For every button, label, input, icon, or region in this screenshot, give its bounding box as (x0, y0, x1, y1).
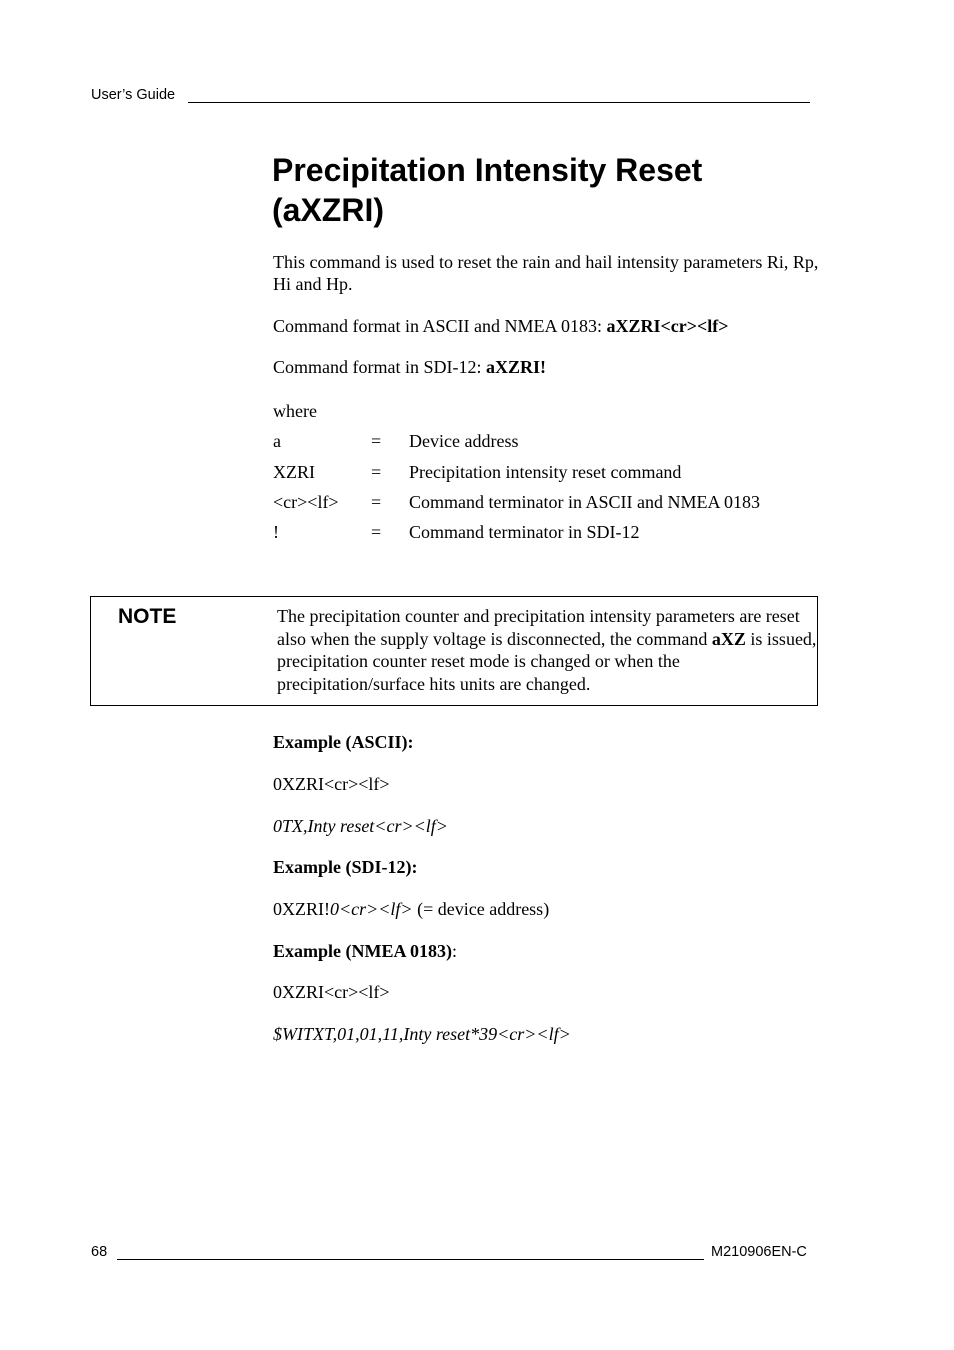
page-number: 68 (91, 1244, 108, 1260)
note-text (277, 605, 817, 695)
definition-term: a (273, 431, 281, 451)
format-ascii (273, 315, 729, 337)
note-box (90, 596, 818, 706)
definition-term: XZRI (273, 462, 315, 482)
example-ascii-command: 0XZRI<cr><lf> (273, 774, 390, 794)
definition-description: Command terminator in ASCII and NMEA 0183 (409, 492, 760, 512)
example-response-text: 0TX,Inty reset<cr><lf> (273, 816, 448, 836)
example-nmea-command: 0XZRI<cr><lf> (273, 982, 390, 1002)
definition-term: <cr><lf> (273, 492, 339, 512)
note-command: aXZ (711, 628, 746, 649)
format-sdi-command: aXZRI! (485, 357, 546, 377)
definition-term: ! (273, 522, 279, 542)
example-ascii-response (273, 815, 448, 837)
example-heading-text: Example (NMEA 0183) (273, 941, 452, 961)
section-title-line2: (aXZRI) (272, 192, 384, 228)
section-title-line1: Precipitation Intensity Reset (272, 152, 703, 188)
example-heading-text: Example (SDI-12): (273, 857, 418, 877)
example-heading-colon: : (452, 941, 458, 961)
definition-description: Device address (409, 431, 519, 451)
format-sdi-label: Command format in SDI-12: (273, 357, 486, 377)
running-header: User’s Guide (91, 87, 176, 103)
format-ascii-command: aXZRI<cr><lf> (606, 316, 729, 336)
where-label: where (273, 401, 317, 421)
example-sdi-command: 0XZRI! (273, 899, 330, 919)
format-ascii-label: Command format in ASCII and NMEA 0183: (273, 316, 607, 336)
note-label: NOTE (118, 605, 177, 628)
example-heading-text: Example (ASCII): (273, 732, 414, 752)
example-nmea-heading (273, 940, 457, 962)
header-rule (188, 102, 810, 103)
definition-equals: = (371, 492, 382, 512)
example-sdi-comment: (= device address) (412, 899, 550, 919)
format-sdi (273, 356, 546, 378)
footer-rule (117, 1259, 704, 1260)
definition-equals: = (371, 522, 382, 542)
definition-description: Precipitation intensity reset command (409, 462, 682, 482)
definition-description: Command terminator in SDI-12 (409, 522, 640, 542)
definition-equals: = (371, 431, 382, 451)
note-text-part: is issued, precipitation counter reset mode is changed or when the precipitation/surface hits units are changed. (277, 628, 817, 694)
example-sdi-heading (273, 856, 418, 878)
note-text-part: The precipitation counter and precipitation intensity parameters are reset also when the supply voltage is disconnected, the command (277, 606, 800, 649)
example-response-text: $WITXT,01,01,11,Inty reset*39<cr><lf> (273, 1024, 571, 1044)
example-nmea-response (273, 1023, 571, 1045)
section-title (272, 150, 832, 230)
example-sdi-line (273, 898, 549, 920)
example-sdi-response: 0<cr><lf> (330, 899, 413, 919)
intro-paragraph: This command is used to reset the rain and hail intensity parameters Ri, Rp, Hi and Hp. (273, 252, 819, 294)
document-code: M210906EN-C (711, 1244, 807, 1260)
example-ascii-heading (273, 731, 414, 753)
definition-equals: = (371, 462, 382, 482)
